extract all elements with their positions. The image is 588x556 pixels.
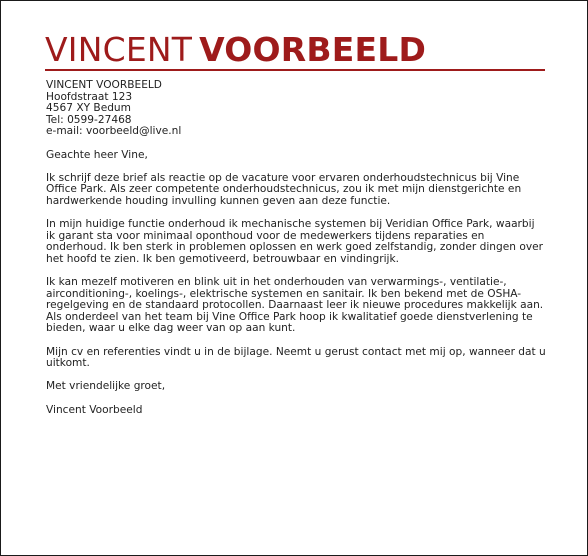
address-email: e-mail: voorbeeld@live.nl — [46, 125, 182, 138]
paragraph-2: In mijn huidige functie onderhoud ik mechanische systemen bij Veridian Office Park, waarbij ik garant sta voor minimaal oponthoud voor de medewerkers tijdens reparaties en onderhoud. Ik ben sterk in problemen oplossen en werk goed zelfstandig, zonder dingen over het hoofd te zien. Ik ben gemotiveerd, betrouwbaar en vindingrijk. — [46, 218, 543, 265]
sender-address — [46, 80, 546, 138]
paragraph-4: Mijn cv en referenties vindt u in de bijlage. Neemt u gerust contact met mij op, wanneer dat u uitkomt. — [46, 345, 546, 370]
paragraph-1: Ik schrijf deze brief als reactie op de vacature voor ervaren onderhoudstechnicus bij Vine Office Park. Als zeer competente onderhoudstechnicus, zou ik met mijn dienstgerichte en hardwerkende houding invulling kunnen geven aan deze functie. — [46, 171, 522, 207]
letter-header — [45, 31, 545, 71]
sender-name-heading — [45, 31, 426, 69]
last-name: VOORBEELD — [199, 30, 427, 69]
address-name: VINCENT VOORBEELD — [46, 79, 162, 91]
salutation: Geachte heer Vine, — [46, 148, 148, 161]
signature: Vincent Voorbeeld — [46, 403, 143, 416]
letter-body — [46, 80, 546, 428]
address-street: Hoofdstraat 123 — [46, 90, 133, 103]
first-name: VINCENT — [45, 30, 193, 69]
address-city: 4567 XY Bedum — [46, 102, 131, 115]
closing: Met vriendelijke groet, — [46, 380, 166, 393]
paragraph-3: Ik kan mezelf motiveren en blink uit in het onderhouden van verwarmings-, ventilatie-, airconditioning-, koelings-, elektrische systemen en sanitair. Ik ben bekend met de OSHA-regelgeving en de standaard protocollen. Daarnaast leer ik nieuwe procedures makkelijk aan. Als onderdeel van het team bij Vine Office Park hoop ik kwalitatief goede dienstverlening te bieden, waar u elke dag weer van op aan kunt. — [46, 276, 544, 335]
address-phone: Tel: 0599-27468 — [46, 113, 132, 126]
